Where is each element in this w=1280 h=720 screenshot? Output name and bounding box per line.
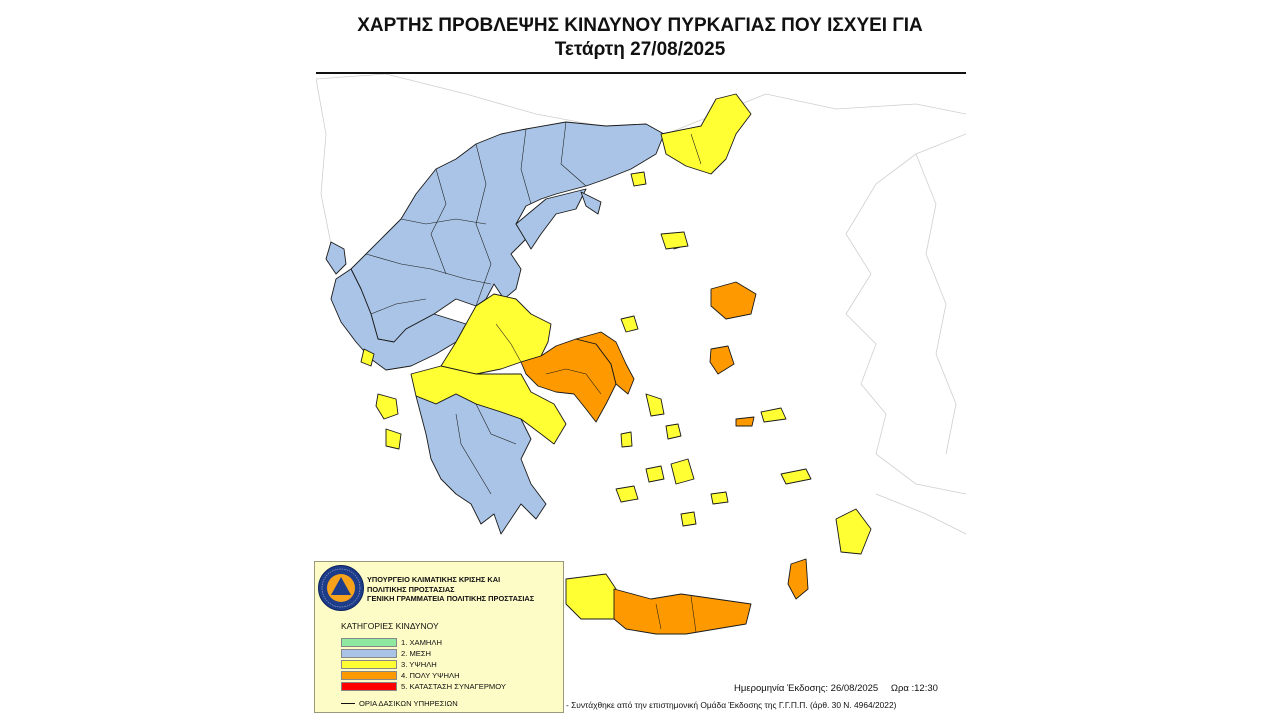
issue-info bbox=[734, 683, 948, 694]
legend-label-low: 1. ΧΑΜΗΛΗ bbox=[401, 638, 442, 647]
region-thasos bbox=[631, 172, 646, 186]
region-paros bbox=[646, 466, 664, 482]
region-santorini bbox=[681, 512, 696, 526]
region-zakynthos bbox=[386, 429, 401, 449]
legend-row-borders bbox=[341, 699, 458, 708]
region-thrace-yellow bbox=[661, 94, 751, 174]
map-date: Τετάρτη 27/08/2025 bbox=[554, 39, 726, 60]
legend-label-high: 3. ΥΨΗΛΗ bbox=[401, 660, 437, 669]
legend-swatch-low bbox=[341, 638, 397, 647]
region-crete-east bbox=[614, 589, 751, 634]
legend-row-high bbox=[341, 660, 437, 669]
legend-label-medium: 2. ΜΕΣΗ bbox=[401, 649, 432, 658]
region-kos bbox=[781, 469, 811, 484]
turkey-south-outline bbox=[876, 494, 966, 534]
region-amorgos bbox=[711, 492, 728, 504]
credit-text: - Συντάχθηκε από την επιστημονική Ομάδα Έκδοσης της Γ.Γ.Π.Π. (άρθ. 30 Ν. 4964/2022) bbox=[566, 700, 897, 710]
region-lesvos bbox=[711, 282, 756, 319]
turkey-coast-outline bbox=[846, 134, 966, 494]
region-limnos bbox=[661, 232, 688, 249]
region-kythnos bbox=[621, 432, 632, 447]
legend-border-line bbox=[341, 703, 355, 704]
ministry-line-1: ΥΠΟΥΡΓΕΙΟ ΚΛΙΜΑΤΙΚΗΣ ΚΡΙΣΗΣ ΚΑΙ bbox=[367, 575, 501, 584]
legend-row-alert bbox=[341, 682, 506, 691]
region-skyros bbox=[621, 316, 638, 332]
region-chios bbox=[710, 346, 734, 374]
issue-date: Ημερομηνία Έκδοσης: 26/08/2025 bbox=[734, 683, 879, 694]
legend-label-borders: ΟΡΙΑ ΔΑΣΙΚΩΝ ΥΠΗΡΕΣΙΩΝ bbox=[359, 699, 458, 708]
legend-panel bbox=[314, 561, 564, 713]
map-title bbox=[0, 14, 1280, 62]
issue-time: Ωρα :12:30 bbox=[890, 683, 938, 694]
turkey-inland-outline bbox=[916, 154, 956, 454]
region-tinos bbox=[666, 424, 681, 439]
region-andros bbox=[646, 394, 664, 416]
map-title-text: ΧΑΡΤΗΣ ΠΡΟΒΛΕΨΗΣ ΚΙΝΔΥΝΟΥ ΠΥΡΚΑΓΙΑΣ ΠΟΥ ΙΣΧΥΕΙ ΓΙΑ bbox=[357, 15, 923, 36]
legend-swatch-medium bbox=[341, 649, 397, 658]
civil-protection-logo bbox=[317, 564, 365, 612]
region-karpathos bbox=[788, 559, 808, 599]
ministry-text bbox=[367, 575, 534, 604]
regions bbox=[326, 94, 871, 634]
neighbor-west-outline bbox=[316, 79, 331, 244]
region-athos bbox=[581, 192, 601, 214]
legend-label-very-high: 4. ΠΟΛΥ ΥΨΗΛΗ bbox=[401, 671, 460, 680]
legend-title: ΚΑΤΗΓΟΡΙΕΣ ΚΙΝΔΥΝΟΥ bbox=[341, 621, 439, 631]
legend-label-alert: 5. ΚΑΤΑΣΤΑΣΗ ΣΥΝΑΓΕΡΜΟΥ bbox=[401, 682, 506, 691]
region-kefalonia bbox=[376, 394, 398, 419]
region-naxos bbox=[671, 459, 694, 484]
legend-row-medium bbox=[341, 649, 431, 658]
ministry-line-2: ΠΟΛΙΤΙΚΗΣ ΠΡΟΣΤΑΣΙΑΣ bbox=[367, 584, 455, 594]
region-samos bbox=[736, 417, 754, 426]
legend-swatch-very-high bbox=[341, 671, 397, 680]
legend-row-low bbox=[341, 638, 442, 647]
legend-row-very-high bbox=[341, 671, 460, 680]
legend-swatch-high bbox=[341, 660, 397, 669]
region-crete-west bbox=[566, 574, 616, 619]
region-ikaria bbox=[761, 408, 786, 422]
ministry-line-3: ΓΕΝΙΚΗ ΓΡΑΜΜΑΤΕΙΑ ΠΟΛΙΤΙΚΗΣ ΠΡΟΣΤΑΣΙΑΣ bbox=[367, 594, 535, 603]
region-corfu bbox=[326, 242, 346, 274]
region-milos bbox=[616, 486, 638, 502]
region-rhodes bbox=[836, 509, 871, 554]
legend-swatch-alert bbox=[341, 682, 397, 691]
